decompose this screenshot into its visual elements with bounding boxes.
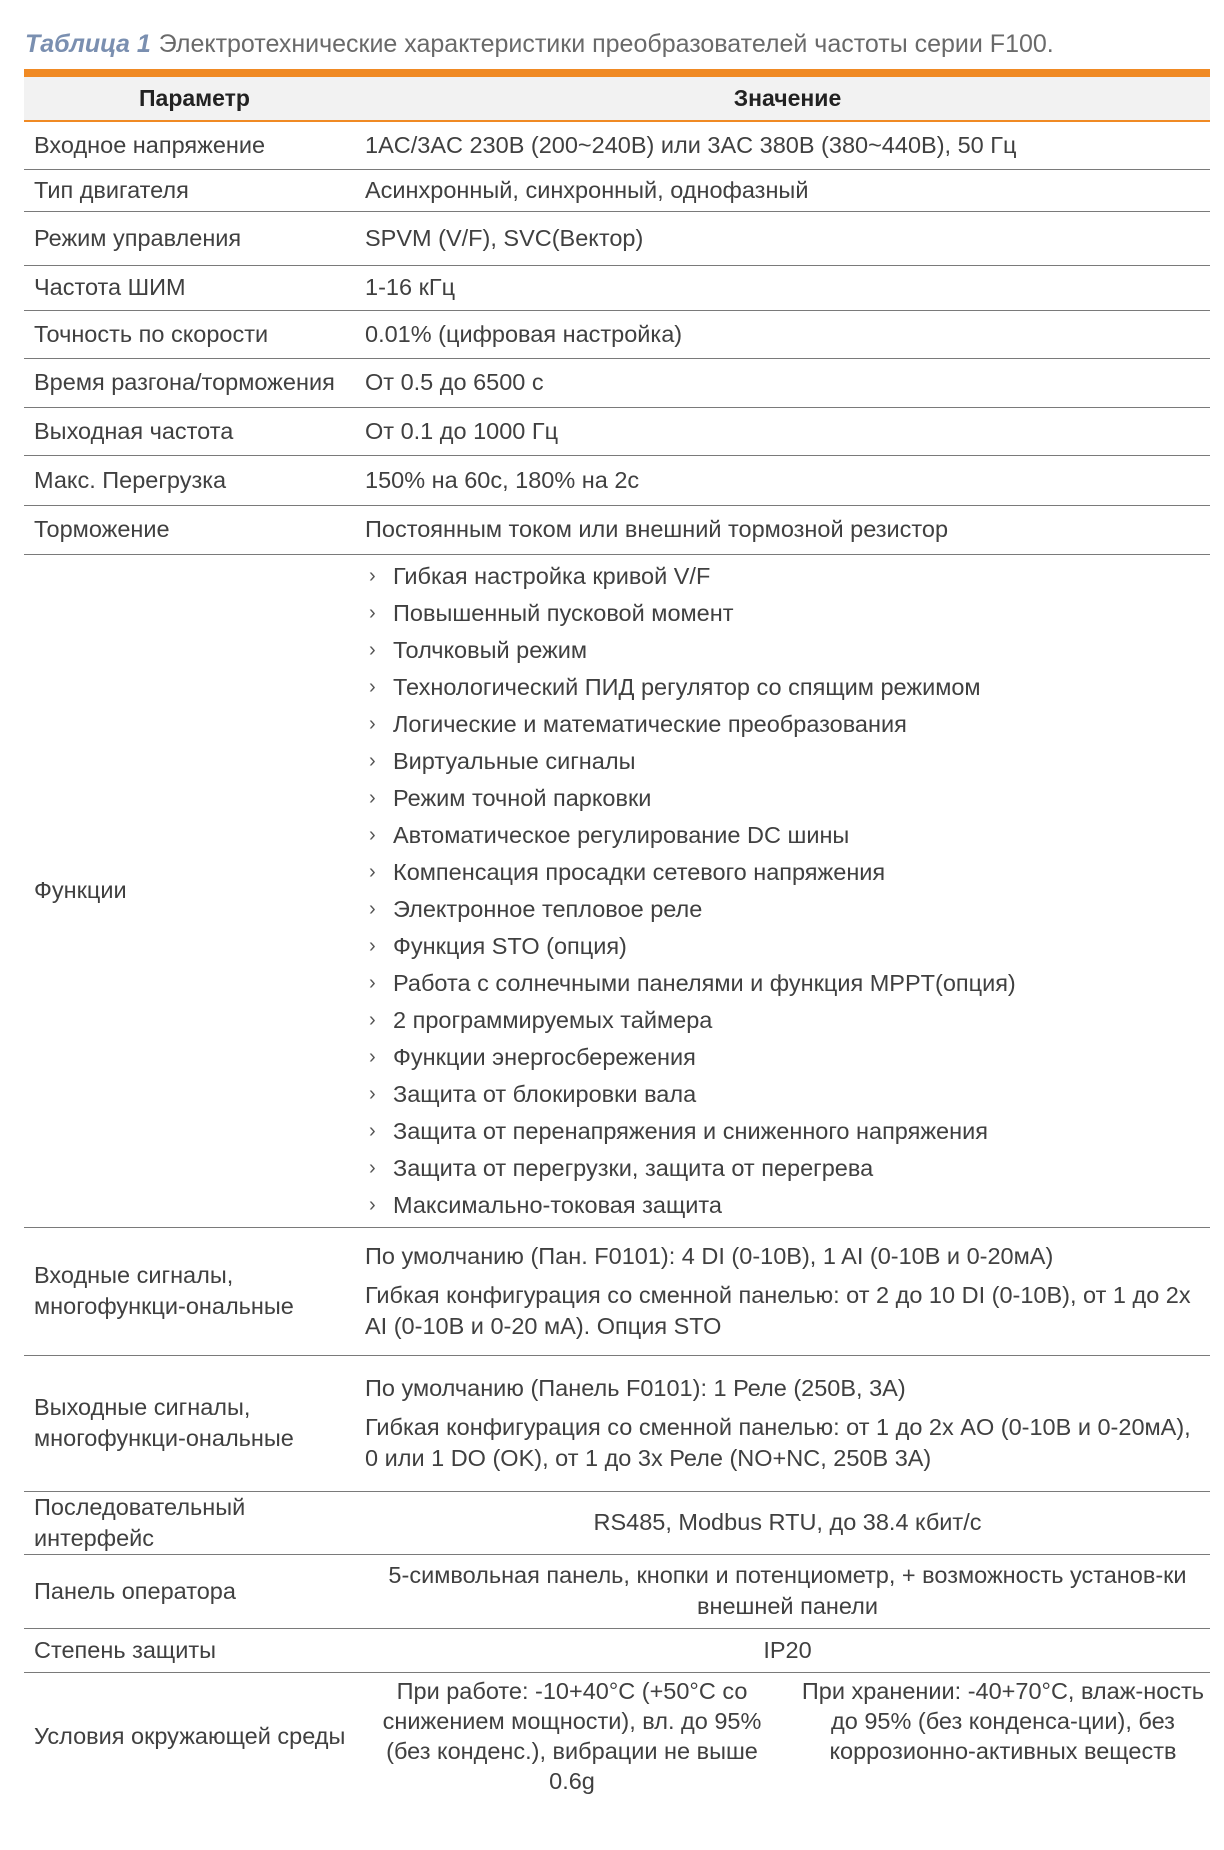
row-param: Тип двигателя: [24, 169, 365, 211]
function-item: [365, 1039, 1210, 1076]
functions-cell: [365, 554, 1210, 1227]
function-item: [365, 558, 1210, 595]
function-item: [365, 743, 1210, 780]
row-value: IP20: [365, 1628, 1210, 1672]
row-param: Входные сигналы, многофункци-ональные: [24, 1227, 365, 1355]
function-item: [365, 632, 1210, 669]
row-value: [365, 1672, 1210, 1800]
table-caption-text: Электротехнические характеристики преобразователей частоты серии F100.: [158, 30, 1054, 58]
row-value: Постоянным током или внешний тормозной резистор: [365, 505, 1210, 554]
function-item: [365, 928, 1210, 965]
function-item-text: Толчковый режим: [393, 636, 588, 663]
table-top-bar: [24, 69, 1210, 77]
chevron-right-icon: ›: [369, 1156, 376, 1179]
chevron-right-icon: ›: [369, 601, 376, 624]
inputs-flexible: Гибкая конфигурация со сменной панелью: от 2 до 10 DI (0-10В), от 1 до 2х AI (0-10В и 0-20 мА). Опция STO: [365, 1281, 1191, 1339]
table-caption-label: Таблица 1: [25, 30, 151, 58]
row-param: Выходная частота: [24, 407, 365, 455]
table-row: [24, 407, 1210, 455]
chevron-right-icon: ›: [369, 1193, 376, 1216]
row-param: Степень защиты: [24, 1628, 365, 1672]
chevron-right-icon: ›: [369, 934, 376, 957]
chevron-right-icon: ›: [369, 749, 376, 772]
function-item: [365, 1076, 1210, 1113]
function-item-text: Логические и математические преобразования: [393, 710, 907, 737]
row-value: Асинхронный, синхронный, однофазный: [365, 169, 1210, 211]
chevron-right-icon: ›: [369, 1119, 376, 1142]
function-item-text: Максимально-токовая защита: [393, 1191, 722, 1218]
row-param: Входное напряжение: [24, 121, 365, 169]
function-item-text: 2 программируемых таймера: [393, 1006, 713, 1033]
table-row: [24, 169, 1210, 211]
table-row: [24, 211, 1210, 265]
row-param: Макс. Перегрузка: [24, 455, 365, 505]
row-value: [365, 1227, 1210, 1355]
header-value: Значение: [365, 77, 1210, 121]
function-item: [365, 817, 1210, 854]
chevron-right-icon: ›: [369, 897, 376, 920]
specs-table: [24, 77, 1210, 1800]
chevron-right-icon: ›: [369, 638, 376, 661]
row-param: Время разгона/торможения: [24, 358, 365, 407]
row-param: Панель оператора: [24, 1554, 365, 1628]
chevron-right-icon: ›: [369, 860, 376, 883]
environment-storage: При хранении: -40+70°C, влаж-ность до 95% (без конденса-ции), без коррозионно-активных веществ: [801, 1678, 1205, 1765]
chevron-right-icon: ›: [369, 712, 376, 735]
chevron-right-icon: ›: [369, 971, 376, 994]
function-item: [365, 706, 1210, 743]
chevron-right-icon: ›: [369, 564, 376, 587]
table-row: [24, 1227, 1210, 1355]
table-row: [24, 1628, 1210, 1672]
row-param: Последовательный интерфейс: [24, 1491, 365, 1554]
chevron-right-icon: ›: [369, 675, 376, 698]
function-item-text: Технологический ПИД регулятор со спящим режимом: [393, 673, 981, 700]
chevron-right-icon: ›: [369, 786, 376, 809]
row-value: От 0.1 до 1000 Гц: [365, 407, 1210, 455]
table-row: [24, 310, 1210, 358]
function-item-text: Защита от перегрузки, защита от перегрева: [393, 1154, 874, 1181]
row-value: 5-символьная панель, кнопки и потенциометр, + возможность установ-ки внешней панели: [365, 1554, 1210, 1628]
table-row-functions: [24, 554, 1210, 1227]
table-header-row: [24, 77, 1210, 121]
row-param: Выходные сигналы, многофункци-ональные: [24, 1355, 365, 1491]
row-param: Функции: [24, 554, 365, 1227]
outputs-flexible: Гибкая конфигурация со сменной панелью: от 1 до 2х AO (0-10В и 0-20мА), 0 или 1 DO (OK), от 1 до 3х Реле (NO+NC, 250В 3А): [365, 1413, 1191, 1471]
function-item: [365, 780, 1210, 817]
function-item-text: Функции энергосбережения: [393, 1043, 696, 1070]
row-value: 0.01% (цифровая настройка): [365, 310, 1210, 358]
row-value: От 0.5 до 6500 с: [365, 358, 1210, 407]
outputs-default: По умолчанию (Панель F0101): 1 Реле (250В, 3А): [365, 1374, 906, 1401]
functions-list: [365, 558, 1210, 1224]
chevron-right-icon: ›: [369, 1008, 376, 1031]
function-item: [365, 595, 1210, 632]
table-row: [24, 1554, 1210, 1628]
function-item-text: Гибкая настройка кривой V/F: [393, 562, 711, 589]
table-row: [24, 1491, 1210, 1554]
row-param: Частота ШИМ: [24, 265, 365, 310]
table-row: [24, 1672, 1210, 1800]
function-item-text: Функция STO (опция): [393, 932, 627, 959]
function-item: [365, 1150, 1210, 1187]
environment-split: [365, 1676, 1210, 1796]
function-item-text: Компенсация просадки сетевого напряжения: [393, 858, 886, 885]
function-item: [365, 1187, 1210, 1224]
table-caption: [25, 30, 1054, 59]
row-value: 1AC/3AC 230В (200~240В) или 3AC 380В (380~440В), 50 Гц: [365, 121, 1210, 169]
chevron-right-icon: ›: [369, 1082, 376, 1105]
row-param: Торможение: [24, 505, 365, 554]
row-value: 150% на 60с, 180% на 2с: [365, 455, 1210, 505]
function-item-text: Работа с солнечными панелями и функция MPPT(опция): [393, 969, 1016, 996]
chevron-right-icon: ›: [369, 1045, 376, 1068]
row-param: Режим управления: [24, 211, 365, 265]
function-item: [365, 1002, 1210, 1039]
function-item-text: Виртуальные сигналы: [393, 747, 636, 774]
table-row: [24, 1355, 1210, 1491]
function-item: [365, 854, 1210, 891]
table-row: [24, 121, 1210, 169]
function-item-text: Режим точной парковки: [393, 784, 652, 811]
table-row: [24, 455, 1210, 505]
header-param: Параметр: [24, 77, 365, 121]
row-value: SPVM (V/F), SVC(Вектор): [365, 211, 1210, 265]
inputs-default: По умолчанию (Пан. F0101): 4 DI (0-10В), 1 AI (0-10В и 0-20мА): [365, 1242, 1054, 1269]
table-row: [24, 505, 1210, 554]
row-value: [365, 1355, 1210, 1491]
table-row: [24, 358, 1210, 407]
row-param: Точность по скорости: [24, 310, 365, 358]
function-item-text: Повышенный пусковой момент: [393, 599, 734, 626]
function-item-text: Электронное тепловое реле: [393, 895, 703, 922]
row-param: Условия окружающей среды: [34, 1722, 346, 1749]
function-item-text: Защита от перенапряжения и сниженного напряжения: [393, 1117, 988, 1144]
environment-operation: При работе: -10+40°C (+50°C со снижением мощности), вл. до 95% (без конденс.), вибрации не выше 0.6g: [382, 1678, 762, 1795]
chevron-right-icon: ›: [369, 823, 376, 846]
function-item-text: Автоматическое регулирование DC шины: [393, 821, 850, 848]
function-item: [365, 965, 1210, 1002]
row-value: 1-16 кГц: [365, 265, 1210, 310]
function-item: [365, 891, 1210, 928]
function-item: [365, 669, 1210, 706]
row-value: RS485, Modbus RTU, до 38.4 кбит/с: [365, 1491, 1210, 1554]
function-item: [365, 1113, 1210, 1150]
function-item-text: Защита от блокировки вала: [393, 1080, 697, 1107]
table-row: [24, 265, 1210, 310]
